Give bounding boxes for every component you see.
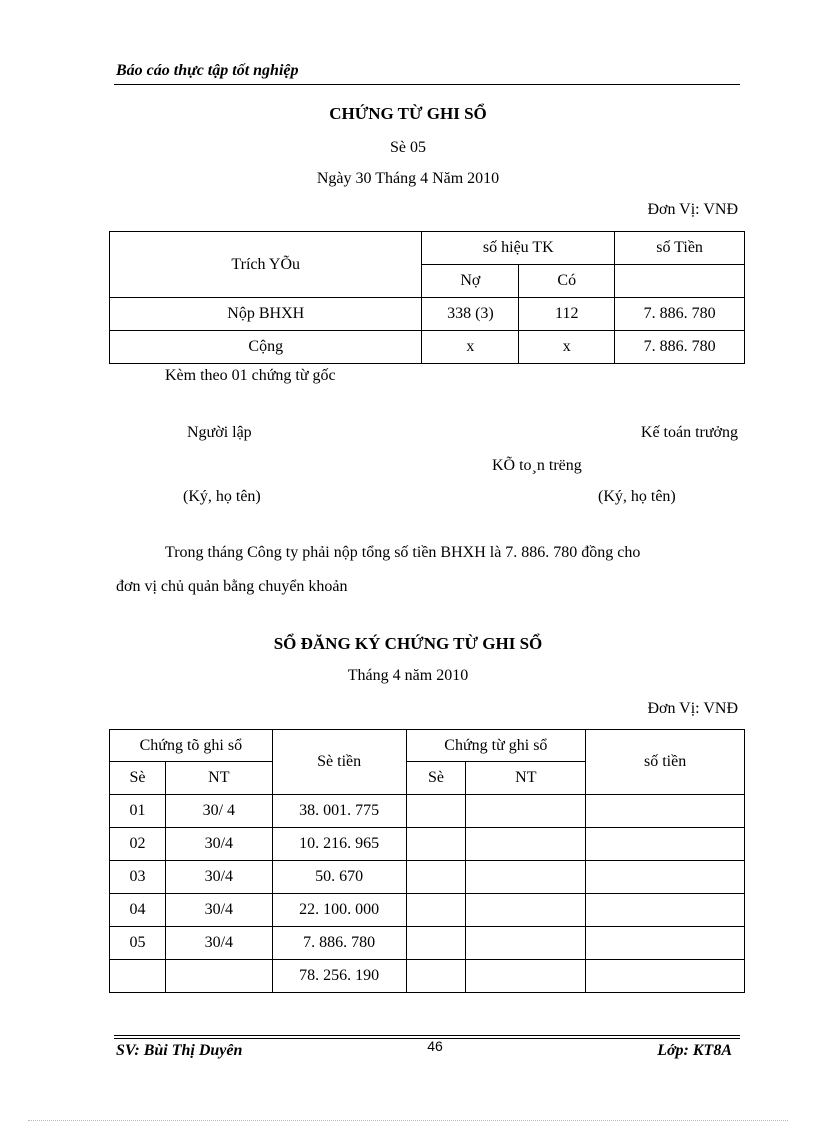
register-group1-header: Chứng tõ ghi sổ xyxy=(110,730,273,762)
voucher-col-amount-blank xyxy=(615,265,745,298)
paragraph-line-1: Trong tháng Công ty phải nộp tổng số tiền BHXH là 7. 886. 780 đồng cho xyxy=(165,544,641,561)
cell-amount-total: 78. 256. 190 xyxy=(272,960,406,993)
voucher-title: CHỨNG TỪ GHI SỔ xyxy=(329,104,487,123)
table-row xyxy=(110,331,745,364)
preparer-signature-note: (Ký, họ tên) xyxy=(183,488,261,505)
register-col-date2: NT xyxy=(466,762,586,795)
cell-credit: x xyxy=(519,331,615,364)
footer-class: Lớp: KT8A xyxy=(657,1042,732,1059)
voucher-col-account: số hiệu TK xyxy=(422,232,615,265)
document-header-title: Báo cáo thực tập tốt nghiệp xyxy=(116,62,299,79)
table-row xyxy=(110,927,745,960)
register-col-no1: Sè xyxy=(110,762,166,795)
cell-date xyxy=(165,960,272,993)
footer-rule xyxy=(114,1035,740,1036)
register-group2-header: Chứng từ ghi sổ xyxy=(406,730,586,762)
cell-date: 30/4 xyxy=(165,927,272,960)
cell-amount: 22. 100. 000 xyxy=(272,894,406,927)
voucher-col-desc: Trích YÕu xyxy=(110,232,422,298)
cell-date: 30/4 xyxy=(165,861,272,894)
cell-amount: 38. 001. 775 xyxy=(272,795,406,828)
cell-date: 30/4 xyxy=(165,894,272,927)
cell-no: 01 xyxy=(110,795,166,828)
page-edge-divider xyxy=(28,1120,788,1121)
preparer-label: Người lập xyxy=(187,424,252,441)
cell-debit: x xyxy=(422,331,519,364)
cell-amount: 7. 886. 780 xyxy=(272,927,406,960)
voucher-date: Ngày 30 Tháng 4 Năm 2010 xyxy=(316,170,500,187)
table-row xyxy=(110,861,745,894)
page-number: 46 xyxy=(427,1038,443,1054)
voucher-table xyxy=(109,231,745,364)
voucher-col-credit: Có xyxy=(519,265,615,298)
cell-no xyxy=(110,960,166,993)
cell-desc: Nộp BHXH xyxy=(110,298,422,331)
voucher-col-debit: Nợ xyxy=(422,265,519,298)
cell-date: 30/4 xyxy=(165,828,272,861)
cell-desc: Cộng xyxy=(110,331,422,364)
table-row xyxy=(110,795,745,828)
cell-amount: 7. 886. 780 xyxy=(615,331,745,364)
cell-amount: 10. 216. 965 xyxy=(272,828,406,861)
register-col-amount1: Sè tiền xyxy=(272,730,406,795)
cell-debit: 338 (3) xyxy=(422,298,519,331)
table-row xyxy=(110,894,745,927)
register-unit: Đơn Vị: VNĐ xyxy=(647,700,738,717)
cell-no: 03 xyxy=(110,861,166,894)
header-rule xyxy=(114,84,740,85)
voucher-unit: Đơn Vị: VNĐ xyxy=(647,201,738,218)
register-col-amount2: số tiền xyxy=(586,730,745,795)
footer-student: SV: Bùi Thị Duyên xyxy=(116,1042,243,1059)
cell-no: 04 xyxy=(110,894,166,927)
voucher-number: Sè 05 xyxy=(390,139,426,156)
register-col-no2: Sè xyxy=(406,762,466,795)
register-col-date1: NT xyxy=(165,762,272,795)
cell-date: 30/ 4 xyxy=(165,795,272,828)
voucher-col-amount: số Tiền xyxy=(615,232,745,265)
cell-credit: 112 xyxy=(519,298,615,331)
register-table xyxy=(109,729,745,993)
table-row xyxy=(110,298,745,331)
cell-amount: 50. 670 xyxy=(272,861,406,894)
paragraph-line-2: đơn vị chủ quản bằng chuyển khoản xyxy=(116,578,348,595)
attachment-note: Kèm theo 01 chứng từ gốc xyxy=(165,367,336,384)
table-row xyxy=(110,828,745,861)
register-period: Tháng 4 năm 2010 xyxy=(347,667,469,684)
cell-amount: 7. 886. 780 xyxy=(615,298,745,331)
chief-accountant-label-garbled: KÕ to¸n trëng xyxy=(492,457,582,474)
table-row-total xyxy=(110,960,745,993)
chief-signature-note: (Ký, họ tên) xyxy=(598,488,676,505)
chief-accountant-label: Kế toán trưởng xyxy=(640,424,738,441)
cell-no: 05 xyxy=(110,927,166,960)
cell-no: 02 xyxy=(110,828,166,861)
register-title: SỔ ĐĂNG KÝ CHỨNG TỪ GHI SỔ xyxy=(273,634,543,653)
